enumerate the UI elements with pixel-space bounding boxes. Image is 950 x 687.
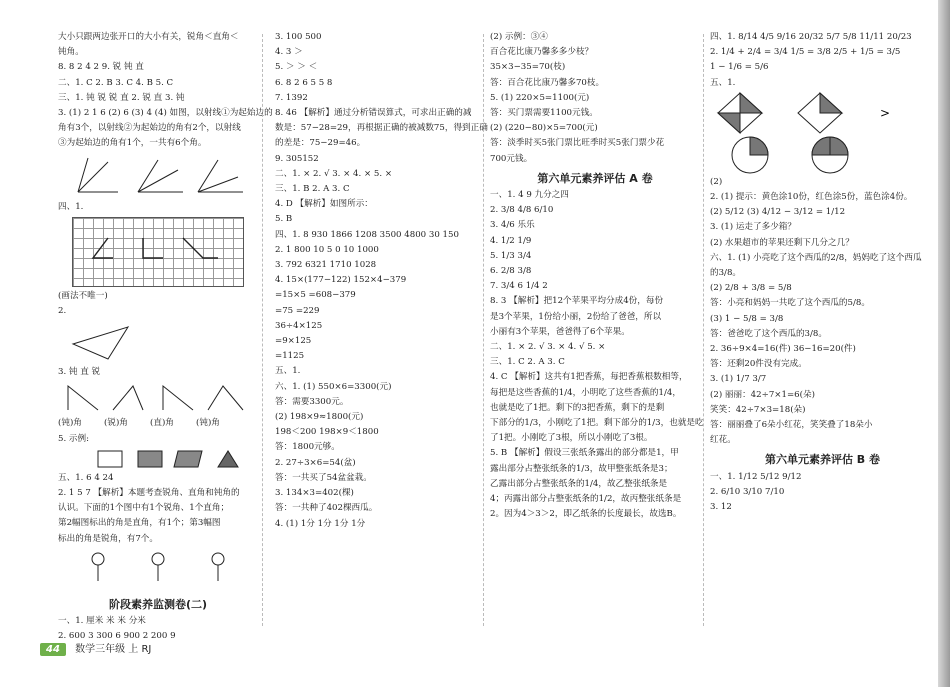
column-3	[490, 30, 704, 523]
section-title-unit6-b: 第六单元素养评估 B 卷	[764, 453, 881, 467]
col2-line: 5. ＞ ＞ ＜	[275, 62, 318, 73]
grid-angles	[73, 218, 243, 286]
col3-rest-line: 也就是吃了1把。剩下的3把香蕉，剩下的是剩	[490, 402, 665, 413]
col4-mid-line: 红花。	[710, 435, 736, 446]
col2-line: 答：一共种了402棵西瓜。	[275, 503, 378, 514]
col2-line: 6. 8 2 6 5 5 8	[275, 77, 333, 88]
col2-line: =75 =229	[275, 305, 320, 316]
col4-bottom-line: 一、1. 1/12 5/12 9/12	[710, 471, 802, 482]
col2-line: 的差是：75−29=46。	[275, 138, 366, 149]
section-title-stage-2: 阶段素养监测卷(二)	[108, 597, 208, 611]
col3-top-line: 答：淡季时买5张门票比旺季时买5张门票少花	[490, 138, 665, 149]
col1-five-line: 认识。下面的1个图中有1个锐角、1个直角；	[58, 503, 230, 514]
col4-mid-line: 3. (1) 运走了多少箱？	[710, 222, 796, 233]
col4-top-line: 1 − 1/6 = 5/6	[710, 62, 769, 73]
col4-mid-line: (2) 丽丽：42÷7×1=6(朵)	[710, 389, 815, 400]
angle-sketches	[58, 380, 248, 416]
col3-rest-line: 2。因为4＞3＞2，即乙纸条的长度最长，故选B。	[490, 509, 682, 520]
column-divider-3	[703, 34, 704, 626]
col2-line: =1125	[275, 351, 305, 362]
col2-line: 198＜200 198×9＜1800	[275, 427, 379, 438]
col2-line: 5. B	[275, 214, 293, 225]
col4-mid-line: 答：还剩20件没有完成。	[710, 359, 807, 370]
col4-bottom-line: 3. 12	[710, 502, 732, 513]
col3-rest-line: 5. 1/3 3/4	[490, 250, 532, 261]
drawing-grid	[72, 217, 244, 287]
col4-bottom-line: 2. 6/10 3/10 7/10	[710, 486, 785, 497]
section-title-unit6-a: 第六单元素养评估 A 卷	[537, 171, 653, 185]
col3-rest-line: 4. 1/2 1/9	[490, 235, 532, 246]
col1-top-line: 3. (1) 2 1 6 (2) 6 (3) 4 (4) 如图，以射线①为起始边的	[58, 108, 273, 119]
col1-five-line: 标出的角是锐角，有7个。	[58, 533, 158, 544]
col3-top-line: 35×3−35=70(枝)	[490, 62, 566, 73]
angle-type-label: (锐)角	[104, 418, 128, 429]
col4-top-lines	[710, 30, 935, 91]
col2-line: 答：一共买了54盆盆栽。	[275, 472, 372, 483]
col2-line: =15×5 =608−379	[275, 290, 356, 301]
angle-type-label: (直)角	[150, 418, 174, 429]
col4-mid-line: 2. 36÷9×4=16(件) 36−16=20(件)	[710, 344, 856, 355]
compare-sign: >	[880, 105, 891, 120]
col2-line: 2. 1 800 10 5 0 10 1000	[275, 244, 379, 255]
shape-examples	[58, 447, 248, 471]
col4-top-line: 2. 1/4 + 2/4 = 3/4 1/5 = 3/8 2/5 + 1/5 = 3/5	[710, 47, 901, 58]
col3-rest-line: 5. B 【解析】假设三张纸条露出的部分都是1，甲	[490, 448, 679, 459]
col1-after-line: 一、1. 厘米 米 米 分米	[58, 616, 146, 627]
col1-item5: 5. 示例:	[58, 433, 90, 444]
col2-line: 3. 792 6321 1710 1028	[275, 260, 377, 271]
col3-top-line: 答：买门票需要1100元钱。	[490, 108, 598, 119]
col4-top-line: 四、1. 8/14 4/5 9/16 20/32 5/7 5/8 11/11 20/23	[710, 32, 912, 42]
col2-line: (2) 198×9≈1800(元)	[275, 412, 364, 423]
col3-top-line: 5. (1) 220×5=1100(元)	[490, 92, 590, 103]
col1-item2: 2.	[58, 306, 67, 317]
col3-rest-line: 6. 2/8 3/8	[490, 266, 532, 277]
col4-mid-line: 答：小亮和妈妈一共吃了这个西瓜的5/8。	[710, 298, 870, 309]
col4-top-line: 五、1.	[710, 77, 736, 88]
page-number: 44	[40, 643, 66, 656]
col2-line: 三、1. B 2. A 3. C	[275, 184, 350, 195]
col1-five-lines	[58, 471, 258, 547]
col2-line: 4. 15×(177−122) 152×4−379	[275, 275, 407, 286]
col1-four-label: 四、1.	[58, 201, 84, 212]
col4-mid-line: (2) 5/12 (3) 4/12 − 3/12 = 1/12	[710, 207, 846, 218]
col2-line: 9. 305152	[275, 153, 319, 164]
col4-bottom-lines	[710, 470, 935, 516]
col4-mid-line: (3) 1 − 5/8 = 3/8	[710, 313, 784, 324]
col3-rest-line: 是3个苹果，1份给小丽，2份给了爸爸，所以	[490, 311, 662, 322]
col2-line: 3. 100 500	[275, 32, 322, 42]
col1-five-line: 2. 1 5 7 【解析】本题考查锐角、直角和钝角的	[58, 488, 240, 499]
col4-mid-line: 六、1. (1) 小亮吃了这个西瓜的2/8，妈妈吃了这个西瓜	[710, 252, 922, 263]
col3-rest-line: 二、1. × 2. √ 3. × 4. √ 5. ×	[490, 342, 606, 353]
angle-type-label: (钝)角	[196, 418, 220, 429]
col4-mid-line: (2) 水果超市的苹果还剩下几分之几？	[710, 237, 854, 248]
col1-after-line: 2. 600 3 300 6 900 2 200 9	[58, 631, 176, 642]
column-4	[710, 30, 935, 515]
page-edge	[938, 0, 950, 687]
col4-mid-line: (2) 2/8 + 3/8 = 5/8	[710, 283, 792, 294]
col2-line: 数是：57−28=29，再根据正确的被减数75，得到正确	[275, 123, 488, 134]
col1-five-line: 第2幅图标出的角是直角，有1个；第3幅图	[58, 518, 221, 529]
col1-top-line: 二、1. C 2. B 3. C 4. B 5. C	[58, 77, 174, 88]
col2-line: 36÷4×125	[275, 320, 323, 331]
col4-mid-line: 的3/8。	[710, 268, 742, 279]
col3-rest-line: 露出部分占整张纸条的1/3，故甲整张纸条是3；	[490, 463, 673, 474]
col4-mid-lines	[710, 175, 935, 449]
col4-mid-line: 3. (1) 1/7 3/7	[710, 374, 767, 385]
col4-mid-line: 答：爸爸吃了这个西瓜的3/8。	[710, 328, 827, 339]
col2-line: 7. 1392	[275, 92, 308, 103]
col2-line: =9×125	[275, 336, 312, 347]
col2-line: 答：1800元够。	[275, 442, 340, 453]
col3-top-line: 700元钱。	[490, 153, 533, 164]
col4-mid-line: 笑笑：42÷7×3=18(朵)	[710, 404, 806, 415]
col2-lines	[275, 30, 488, 532]
col3-rest-line: 8. 3 【解析】把12个苹果平均分成4份，每份	[490, 296, 664, 307]
col3-top-line: 答：百合花比康乃馨多70枝。	[490, 77, 605, 88]
col2-line: 四、1. 8 930 1866 1208 3500 4800 30 150	[275, 229, 459, 240]
col3-rest-line: 一、1. 4 9 九分之四	[490, 190, 569, 201]
col1-top-line: 8. 8 2 4 2 9. 锐 钝 直	[58, 62, 144, 73]
column-divider-1	[262, 34, 263, 626]
col4-mid-line: 答：丽丽叠了6朵小红花，笑笑叠了18朵小	[710, 420, 873, 431]
col1-top-line: 大小只跟两边张开口的大小有关，锐角＜直角＜	[58, 32, 239, 42]
col3-rest-line: 下部分的1/3，小刚吃了1把。剩下部分的1/3，也就是吃	[490, 418, 704, 429]
col1-angle-labels	[58, 416, 258, 431]
stick-figures	[58, 547, 248, 593]
col3-rest-line: 2. 3/8 4/8 6/10	[490, 205, 554, 216]
col2-line: 答：需要3300元。	[275, 396, 349, 407]
col3-rest-line: 乙露出部分占整张纸条的1/4，故乙整张纸条是	[490, 478, 668, 489]
col1-top-line: 钝角。	[58, 47, 84, 58]
col2-line: 二、1. × 2. √ 3. × 4. × 5. ×	[275, 168, 393, 179]
col2-line: 2. 27÷3×6=54(盆)	[275, 457, 356, 468]
column-divider-2	[483, 34, 484, 626]
column-1	[58, 30, 273, 644]
triangle-abc	[58, 319, 178, 365]
col2-line: 六、1. (1) 550×6=3300(元)	[275, 381, 392, 392]
column-2	[275, 30, 488, 532]
col3-rest-lines	[490, 188, 704, 522]
col1-note: (画法不唯一)	[58, 290, 108, 301]
page-footer	[40, 640, 151, 656]
col1-top-line: 三、1. 钝 锐 锐 直 2. 锐 直 3. 钝	[58, 92, 185, 103]
col3-rest-line: 4；丙露出部分占整张纸条的1/2，故丙整张纸条是	[490, 494, 682, 505]
col3-rest-line: 三、1. C 2. A 3. C	[490, 357, 565, 368]
col3-rest-line: 每把是这些香蕉的1/4，小明吃了这些香蕉的1/4，	[490, 387, 681, 398]
col3-top-line: (2) 示例：③④	[490, 32, 548, 42]
col2-line: 4. 3 ＞	[275, 47, 303, 58]
col4-mid-line: (2)	[710, 176, 723, 187]
col2-line: 8. 46 【解析】通过分析错误算式，可求出正确的减	[275, 108, 472, 119]
col3-rest-line: 7. 3/4 6 1/4 2	[490, 281, 548, 292]
angle-rays-figure	[58, 152, 248, 200]
col3-rest-line: 4. C 【解析】这共有1把香蕉，每把香蕉根数相等，	[490, 372, 688, 383]
col3-top-line: (2) (220−80)×5=700(元)	[490, 123, 598, 134]
col2-line: 3. 134×3=402(棵)	[275, 488, 354, 499]
col1-top-line: ③为起始边的角有1个，一共有6个角。	[58, 138, 207, 149]
col1-five-line: 五、1. 6 4 24	[58, 472, 114, 483]
col2-line: 4. (1) 1分 1分 1分 1分	[275, 518, 366, 529]
col2-line: 4. D 【解析】如图所示：	[275, 199, 373, 210]
col3-rest-line: 了1把。小刚吃了3根，所以小刚吃了3根。	[490, 433, 653, 444]
col1-top-lines	[58, 30, 273, 152]
book-title: 数学三年级 上 RJ	[75, 644, 152, 655]
col3-rest-line: 3. 4/6 乐乐	[490, 220, 535, 231]
col3-top-lines	[490, 30, 700, 167]
col2-line: 五、1.	[275, 366, 301, 377]
square-fraction-figures	[710, 91, 930, 135]
col3-rest-line: 小丽有3个苹果，爸爸得了6个苹果。	[490, 326, 630, 337]
col4-mid-line: 2. (1) 提示：黄色涂10份，红色涂5份，蓝色涂4份。	[710, 192, 913, 203]
col3-top-line: 百合花比康乃馨多多少枝？	[490, 47, 594, 58]
col1-top-line: 角有3个，以射线②为起始边的角有2个，以射线	[58, 123, 241, 134]
angle-type-label: (钝)角	[58, 418, 82, 429]
col1-item3: 3. 钝 直 锐	[58, 367, 101, 378]
circle-fraction-figures	[710, 135, 930, 175]
